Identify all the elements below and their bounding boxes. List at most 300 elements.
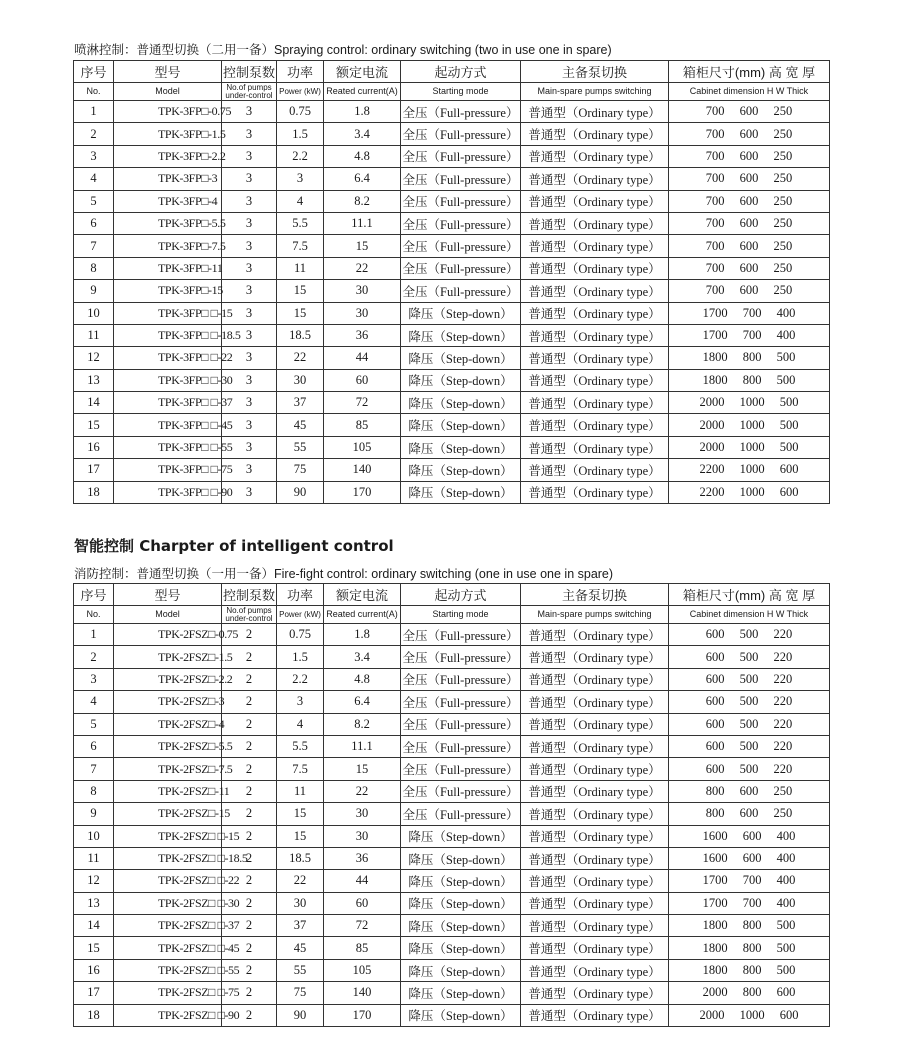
cell-start-mode: 降压（Step-down） [401, 392, 521, 414]
cell-cabinet-dimension: 700 600 250 [669, 280, 830, 302]
col-no-en: No. [74, 83, 114, 101]
table-row [74, 212, 830, 234]
cell-no: 9 [74, 803, 114, 825]
cell-switching: 普通型（Ordinary type） [521, 668, 669, 690]
col-current-en: Reated current(A) [324, 606, 401, 624]
col-pumps-en: No.of pumps under-control [222, 83, 277, 101]
col-start-en: Starting mode [401, 606, 521, 624]
cell-start-mode: 全压（Full-pressure） [401, 101, 521, 123]
cell-start-mode: 全压（Full-pressure） [401, 235, 521, 257]
table-row [74, 459, 830, 481]
col-model-en: Model [114, 606, 222, 624]
cell-current: 1.8 [324, 624, 401, 646]
cell-power: 15 [277, 825, 324, 847]
table-row [74, 847, 830, 869]
cell-power: 18.5 [277, 324, 324, 346]
cell-current: 6.4 [324, 691, 401, 713]
cell-switching: 普通型（Ordinary type） [521, 212, 669, 234]
table-row [74, 937, 830, 959]
cell-power: 3 [277, 691, 324, 713]
cell-cabinet-dimension: 700 600 250 [669, 235, 830, 257]
table-row [74, 481, 830, 503]
col-model-cn: 型号 [114, 584, 222, 606]
cell-cabinet-dimension: 700 600 250 [669, 190, 830, 212]
cell-pumps: 2 [222, 624, 277, 646]
cell-start-mode: 全压（Full-pressure） [401, 212, 521, 234]
cell-pumps: 2 [222, 915, 277, 937]
cell-no: 12 [74, 870, 114, 892]
table-row [74, 803, 830, 825]
cell-cabinet-dimension: 600 500 220 [669, 646, 830, 668]
table-row [74, 713, 830, 735]
cell-pumps: 3 [222, 347, 277, 369]
table-row [74, 123, 830, 145]
cell-start-mode: 全压（Full-pressure） [401, 735, 521, 757]
col-cabinet-cn: 箱柜尺寸(mm) 高 宽 厚 [669, 584, 830, 606]
table-row [74, 302, 830, 324]
cell-power: 55 [277, 436, 324, 458]
col-no-cn: 序号 [74, 61, 114, 83]
cell-power: 90 [277, 1004, 324, 1026]
cell-switching: 普通型（Ordinary type） [521, 982, 669, 1004]
cell-power: 1.5 [277, 123, 324, 145]
cell-cabinet-dimension: 2000 800 600 [669, 982, 830, 1004]
cell-cabinet-dimension: 1700 700 400 [669, 892, 830, 914]
cell-power: 30 [277, 892, 324, 914]
cell-current: 30 [324, 825, 401, 847]
cell-power: 90 [277, 481, 324, 503]
cell-pumps: 2 [222, 691, 277, 713]
cell-switching: 普通型（Ordinary type） [521, 436, 669, 458]
cell-switching: 普通型（Ordinary type） [521, 646, 669, 668]
table-row [74, 168, 830, 190]
cell-power: 5.5 [277, 735, 324, 757]
cell-switching: 普通型（Ordinary type） [521, 735, 669, 757]
firefight-control-table [73, 583, 830, 1027]
table-header [74, 584, 830, 624]
table-row [74, 870, 830, 892]
cell-model: TPK-2FSZ□ □-55 [114, 959, 222, 981]
cell-switching: 普通型（Ordinary type） [521, 915, 669, 937]
cell-pumps: 3 [222, 235, 277, 257]
cell-cabinet-dimension: 2200 1000 600 [669, 459, 830, 481]
cell-pumps: 3 [222, 324, 277, 346]
cell-cabinet-dimension: 1800 800 500 [669, 369, 830, 391]
cell-cabinet-dimension: 600 500 220 [669, 713, 830, 735]
cell-cabinet-dimension: 1700 700 400 [669, 870, 830, 892]
cell-model: TPK-3FP□-3 [114, 168, 222, 190]
cell-switching: 普通型（Ordinary type） [521, 624, 669, 646]
cell-switching: 普通型（Ordinary type） [521, 780, 669, 802]
cell-pumps: 2 [222, 713, 277, 735]
cell-switching: 普通型（Ordinary type） [521, 870, 669, 892]
cell-no: 16 [74, 436, 114, 458]
cell-model: TPK-2FSZ□ □-15 [114, 825, 222, 847]
cell-no: 14 [74, 392, 114, 414]
cell-pumps: 2 [222, 870, 277, 892]
cell-current: 140 [324, 459, 401, 481]
cell-start-mode: 全压（Full-pressure） [401, 803, 521, 825]
cell-switching: 普通型（Ordinary type） [521, 392, 669, 414]
cell-cabinet-dimension: 1600 600 400 [669, 825, 830, 847]
spraying-control-table [73, 60, 830, 504]
firefight-table-body [74, 624, 830, 1027]
cell-power: 22 [277, 870, 324, 892]
cell-current: 105 [324, 959, 401, 981]
cell-model: TPK-3FP□ □-15 [114, 302, 222, 324]
cell-pumps: 2 [222, 892, 277, 914]
table-row [74, 392, 830, 414]
cell-current: 85 [324, 414, 401, 436]
cell-switching: 普通型（Ordinary type） [521, 1004, 669, 1026]
cell-pumps: 3 [222, 168, 277, 190]
cell-switching: 普通型（Ordinary type） [521, 892, 669, 914]
cell-switching: 普通型（Ordinary type） [521, 713, 669, 735]
cell-no: 6 [74, 735, 114, 757]
col-cabinet-cn: 箱柜尺寸(mm) 高 宽 厚 [669, 61, 830, 83]
cell-current: 8.2 [324, 713, 401, 735]
cell-switching: 普通型（Ordinary type） [521, 190, 669, 212]
cell-switching: 普通型（Ordinary type） [521, 302, 669, 324]
cell-pumps: 2 [222, 758, 277, 780]
table-row [74, 780, 830, 802]
table-row [74, 735, 830, 757]
cell-cabinet-dimension: 600 500 220 [669, 624, 830, 646]
cell-no: 15 [74, 414, 114, 436]
cell-switching: 普通型（Ordinary type） [521, 235, 669, 257]
table-row [74, 347, 830, 369]
cell-pumps: 3 [222, 257, 277, 279]
cell-start-mode: 降压（Step-down） [401, 347, 521, 369]
table-row [74, 668, 830, 690]
cell-model: TPK-2FSZ□ □-90 [114, 1004, 222, 1026]
cell-no: 1 [74, 101, 114, 123]
cell-no: 18 [74, 1004, 114, 1026]
col-start-en: Starting mode [401, 83, 521, 101]
cell-start-mode: 降压（Step-down） [401, 937, 521, 959]
cell-model: TPK-2FSZ□-15 [114, 803, 222, 825]
col-current-cn: 额定电流 [324, 584, 401, 606]
cell-pumps: 3 [222, 280, 277, 302]
cell-no: 1 [74, 624, 114, 646]
cell-no: 2 [74, 123, 114, 145]
cell-power: 11 [277, 257, 324, 279]
cell-pumps: 3 [222, 212, 277, 234]
cell-model: TPK-3FP□ □-75 [114, 459, 222, 481]
cell-no: 3 [74, 145, 114, 167]
cell-model: TPK-3FP□-11 [114, 257, 222, 279]
cell-pumps: 2 [222, 982, 277, 1004]
cell-model: TPK-3FP□-15 [114, 280, 222, 302]
cell-start-mode: 全压（Full-pressure） [401, 257, 521, 279]
cell-cabinet-dimension: 700 600 250 [669, 145, 830, 167]
cell-power: 37 [277, 392, 324, 414]
cell-current: 44 [324, 870, 401, 892]
cell-switching: 普通型（Ordinary type） [521, 347, 669, 369]
table-row [74, 369, 830, 391]
cell-no: 9 [74, 280, 114, 302]
cell-start-mode: 降压（Step-down） [401, 414, 521, 436]
cell-cabinet-dimension: 2000 1000 500 [669, 414, 830, 436]
cell-power: 75 [277, 982, 324, 1004]
cell-current: 170 [324, 1004, 401, 1026]
cell-start-mode: 全压（Full-pressure） [401, 145, 521, 167]
col-pumps-cn: 控制泵数 [222, 61, 277, 83]
cell-cabinet-dimension: 1800 800 500 [669, 959, 830, 981]
cell-no: 7 [74, 758, 114, 780]
cell-current: 60 [324, 369, 401, 391]
cell-power: 0.75 [277, 101, 324, 123]
col-start-cn: 起动方式 [401, 584, 521, 606]
table-row [74, 145, 830, 167]
cell-current: 105 [324, 436, 401, 458]
cell-cabinet-dimension: 1800 800 500 [669, 937, 830, 959]
cell-no: 13 [74, 892, 114, 914]
cell-power: 15 [277, 280, 324, 302]
col-model-cn: 型号 [114, 61, 222, 83]
cell-model: TPK-3FP□ □-18.5 [114, 324, 222, 346]
cell-power: 37 [277, 915, 324, 937]
cell-start-mode: 全压（Full-pressure） [401, 646, 521, 668]
cell-cabinet-dimension: 700 600 250 [669, 168, 830, 190]
cell-power: 55 [277, 959, 324, 981]
cell-power: 7.5 [277, 235, 324, 257]
cell-no: 2 [74, 646, 114, 668]
cell-no: 17 [74, 982, 114, 1004]
cell-current: 36 [324, 847, 401, 869]
cell-model: TPK-2FSZ□-4 [114, 713, 222, 735]
cell-start-mode: 全压（Full-pressure） [401, 668, 521, 690]
cell-start-mode: 全压（Full-pressure） [401, 123, 521, 145]
cell-cabinet-dimension: 1800 800 500 [669, 347, 830, 369]
cell-model: TPK-3FP□-4 [114, 190, 222, 212]
col-cabinet-en: Cabinet dimension H W Thick [669, 83, 830, 101]
cell-power: 15 [277, 302, 324, 324]
table-row [74, 324, 830, 346]
cell-pumps: 3 [222, 459, 277, 481]
chapter-title: 智能控制 Charpter of intelligent control [74, 537, 394, 555]
cell-switching: 普通型（Ordinary type） [521, 123, 669, 145]
cell-cabinet-dimension: 700 600 250 [669, 123, 830, 145]
cell-pumps: 3 [222, 481, 277, 503]
cell-model: TPK-3FP□-1.5 [114, 123, 222, 145]
cell-switching: 普通型（Ordinary type） [521, 691, 669, 713]
table-row [74, 280, 830, 302]
cell-power: 15 [277, 803, 324, 825]
cell-cabinet-dimension: 800 600 250 [669, 780, 830, 802]
cell-switching: 普通型（Ordinary type） [521, 825, 669, 847]
col-switch-en: Main-spare pumps switching [521, 606, 669, 624]
cell-model: TPK-2FSZ□ □-30 [114, 892, 222, 914]
table-row [74, 624, 830, 646]
cell-current: 4.8 [324, 145, 401, 167]
cell-pumps: 2 [222, 646, 277, 668]
cell-power: 11 [277, 780, 324, 802]
cell-start-mode: 降压（Step-down） [401, 915, 521, 937]
cell-pumps: 3 [222, 414, 277, 436]
col-pumps-en: No.of pumps under-control [222, 606, 277, 624]
cell-cabinet-dimension: 2200 1000 600 [669, 481, 830, 503]
cell-cabinet-dimension: 1800 800 500 [669, 915, 830, 937]
cell-pumps: 3 [222, 436, 277, 458]
cell-cabinet-dimension: 700 600 250 [669, 257, 830, 279]
cell-start-mode: 降压（Step-down） [401, 436, 521, 458]
cell-current: 15 [324, 235, 401, 257]
cell-model: TPK-3FP□-7.5 [114, 235, 222, 257]
cell-model: TPK-2FSZ□-11 [114, 780, 222, 802]
cell-current: 4.8 [324, 668, 401, 690]
cell-pumps: 2 [222, 937, 277, 959]
cell-cabinet-dimension: 600 500 220 [669, 668, 830, 690]
cell-switching: 普通型（Ordinary type） [521, 145, 669, 167]
cell-no: 16 [74, 959, 114, 981]
cell-model: TPK-2FSZ□-7.5 [114, 758, 222, 780]
col-switch-en: Main-spare pumps switching [521, 83, 669, 101]
col-power-cn: 功率 [277, 61, 324, 83]
cell-cabinet-dimension: 600 500 220 [669, 758, 830, 780]
cell-model: TPK-3FP□ □-22 [114, 347, 222, 369]
cell-current: 15 [324, 758, 401, 780]
cell-no: 8 [74, 780, 114, 802]
cell-start-mode: 全压（Full-pressure） [401, 280, 521, 302]
col-no-cn: 序号 [74, 584, 114, 606]
spraying-section-title: 喷淋控制：普通型切换（二用一备）Spraying control: ordinary switching (two in use one in spare) [74, 43, 612, 57]
cell-no: 5 [74, 713, 114, 735]
cell-start-mode: 全压（Full-pressure） [401, 758, 521, 780]
cell-model: TPK-3FP□ □-90 [114, 481, 222, 503]
cell-pumps: 2 [222, 1004, 277, 1026]
cell-current: 30 [324, 302, 401, 324]
cell-power: 45 [277, 414, 324, 436]
table-row [74, 691, 830, 713]
col-switch-cn: 主备泵切换 [521, 584, 669, 606]
cell-pumps: 3 [222, 302, 277, 324]
cell-no: 10 [74, 825, 114, 847]
cell-pumps: 3 [222, 101, 277, 123]
cell-current: 36 [324, 324, 401, 346]
col-power-en: Power (kW) [277, 83, 324, 101]
cell-pumps: 2 [222, 735, 277, 757]
cell-no: 4 [74, 168, 114, 190]
cell-current: 44 [324, 347, 401, 369]
cell-start-mode: 降压（Step-down） [401, 459, 521, 481]
col-power-en: Power (kW) [277, 606, 324, 624]
cell-current: 72 [324, 915, 401, 937]
spraying-table-body [74, 101, 830, 504]
cell-start-mode: 降压（Step-down） [401, 481, 521, 503]
table-row [74, 190, 830, 212]
col-start-cn: 起动方式 [401, 61, 521, 83]
cell-model: TPK-3FP□ □-30 [114, 369, 222, 391]
cell-start-mode: 全压（Full-pressure） [401, 691, 521, 713]
cell-no: 11 [74, 324, 114, 346]
cell-pumps: 2 [222, 668, 277, 690]
cell-current: 22 [324, 257, 401, 279]
cell-start-mode: 全压（Full-pressure） [401, 190, 521, 212]
cell-pumps: 2 [222, 803, 277, 825]
cell-switching: 普通型（Ordinary type） [521, 847, 669, 869]
cell-cabinet-dimension: 700 600 250 [669, 101, 830, 123]
cell-current: 30 [324, 280, 401, 302]
cell-pumps: 3 [222, 392, 277, 414]
cell-current: 170 [324, 481, 401, 503]
cell-current: 11.1 [324, 735, 401, 757]
cell-model: TPK-3FP□-2.2 [114, 145, 222, 167]
cell-switching: 普通型（Ordinary type） [521, 937, 669, 959]
cell-model: TPK-2FSZ□ □-75 [114, 982, 222, 1004]
col-current-cn: 额定电流 [324, 61, 401, 83]
cell-cabinet-dimension: 600 500 220 [669, 735, 830, 757]
cell-start-mode: 降压（Step-down） [401, 1004, 521, 1026]
cell-model: TPK-2FSZ□ □-18.5 [114, 847, 222, 869]
cell-model: TPK-2FSZ□-3 [114, 691, 222, 713]
cell-no: 7 [74, 235, 114, 257]
cell-start-mode: 全压（Full-pressure） [401, 624, 521, 646]
cell-start-mode: 降压（Step-down） [401, 302, 521, 324]
cell-cabinet-dimension: 2000 1000 500 [669, 392, 830, 414]
cell-power: 0.75 [277, 624, 324, 646]
cell-pumps: 3 [222, 145, 277, 167]
cell-cabinet-dimension: 2000 1000 600 [669, 1004, 830, 1026]
cell-current: 22 [324, 780, 401, 802]
table-row [74, 892, 830, 914]
cell-no: 17 [74, 459, 114, 481]
col-current-en: Reated current(A) [324, 83, 401, 101]
cell-pumps: 2 [222, 825, 277, 847]
cell-pumps: 2 [222, 959, 277, 981]
cell-start-mode: 降压（Step-down） [401, 324, 521, 346]
cell-no: 3 [74, 668, 114, 690]
cell-start-mode: 降压（Step-down） [401, 369, 521, 391]
cell-no: 13 [74, 369, 114, 391]
table-row [74, 982, 830, 1004]
cell-cabinet-dimension: 800 600 250 [669, 803, 830, 825]
cell-model: TPK-3FP□ □-55 [114, 436, 222, 458]
cell-pumps: 3 [222, 190, 277, 212]
cell-model: TPK-2FSZ□-5.5 [114, 735, 222, 757]
cell-current: 1.8 [324, 101, 401, 123]
cell-switching: 普通型（Ordinary type） [521, 280, 669, 302]
cell-power: 22 [277, 347, 324, 369]
cell-start-mode: 降压（Step-down） [401, 825, 521, 847]
cell-power: 45 [277, 937, 324, 959]
cell-power: 2.2 [277, 668, 324, 690]
cell-current: 6.4 [324, 168, 401, 190]
cell-power: 5.5 [277, 212, 324, 234]
col-model-en: Model [114, 83, 222, 101]
table-row [74, 436, 830, 458]
cell-no: 18 [74, 481, 114, 503]
cell-no: 12 [74, 347, 114, 369]
cell-power: 3 [277, 168, 324, 190]
cell-power: 4 [277, 713, 324, 735]
cell-start-mode: 全压（Full-pressure） [401, 713, 521, 735]
firefight-section-title: 消防控制：普通型切换（一用一备）Fire-fight control: ordinary switching (one in use one in spare) [74, 567, 614, 581]
cell-cabinet-dimension: 700 600 250 [669, 212, 830, 234]
cell-switching: 普通型（Ordinary type） [521, 414, 669, 436]
cell-start-mode: 降压（Step-down） [401, 870, 521, 892]
cell-model: TPK-2FSZ□ □-37 [114, 915, 222, 937]
table-header [74, 61, 830, 101]
cell-switching: 普通型（Ordinary type） [521, 168, 669, 190]
cell-model: TPK-2FSZ□-1.5 [114, 646, 222, 668]
cell-no: 11 [74, 847, 114, 869]
cell-cabinet-dimension: 1600 600 400 [669, 847, 830, 869]
cell-pumps: 2 [222, 780, 277, 802]
table-row [74, 758, 830, 780]
table-row [74, 414, 830, 436]
cell-switching: 普通型（Ordinary type） [521, 459, 669, 481]
